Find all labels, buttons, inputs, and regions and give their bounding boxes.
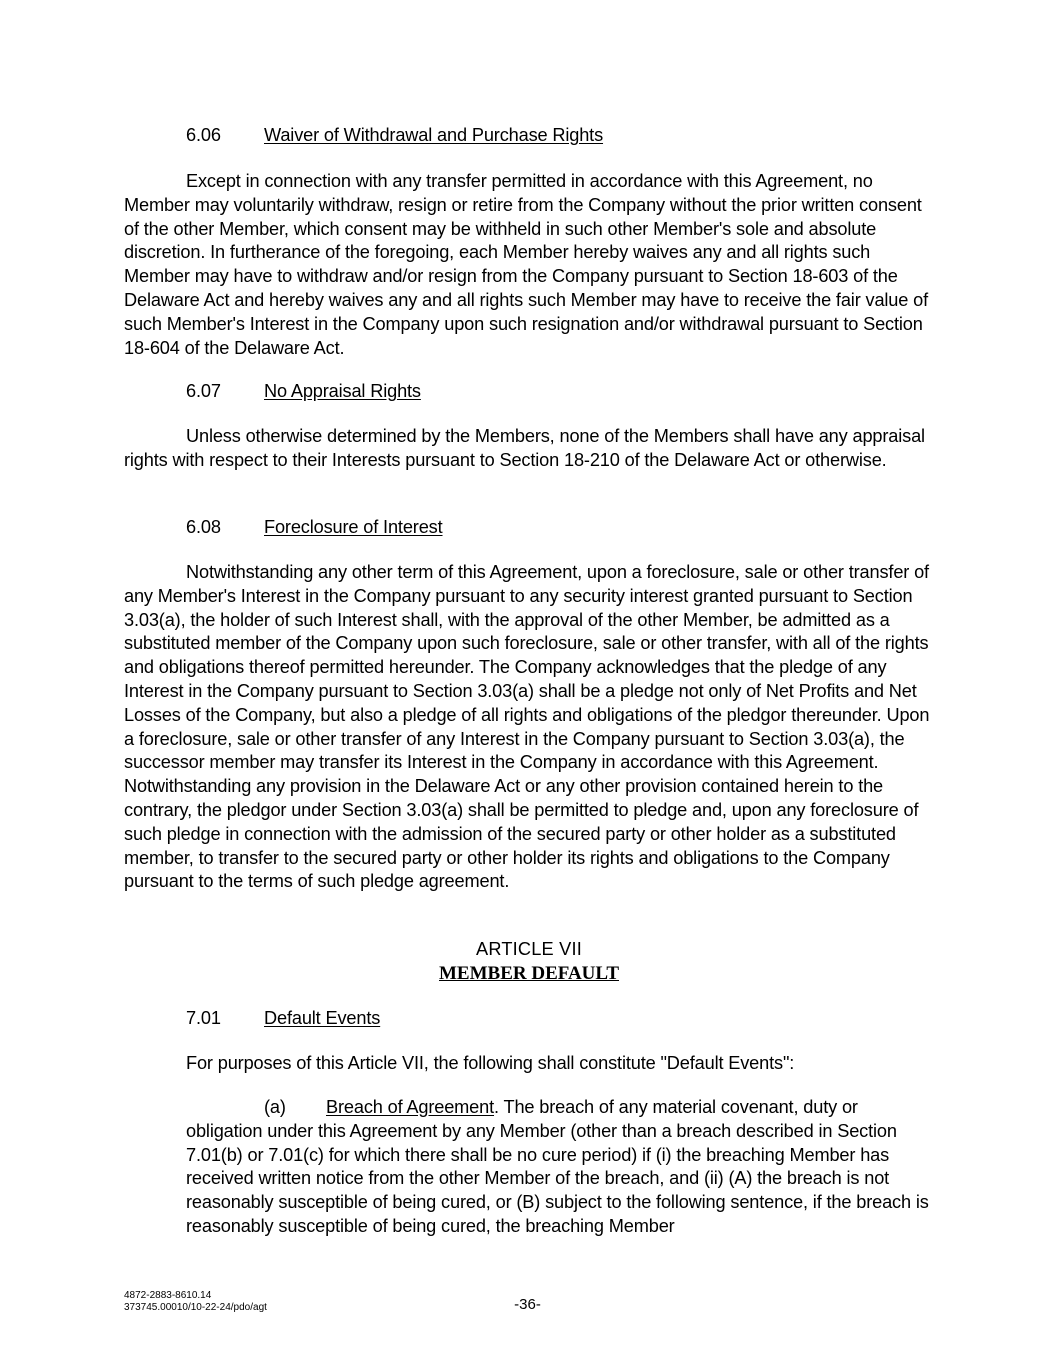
article-title: ARTICLE VII [476,939,582,959]
section-6-08-body: Notwithstanding any other term of this Agreement, upon a foreclosure, sale or other transfer of any Member's Interest in the Company pursuant to any security interest granted pursuant to Section 3.03(a), the holder of such Interest shall, with the approval of the other Member, be admitted as a substituted member of the Company upon such foreclosure, sale or other transfer, with all of the rights and obligations thereof permitted hereunder. The Company acknowledges that the pledge of any Interest in the Company pursuant to Section 3.03(a) shall be a pledge not only of Net Profits and Net Losses of the Company, but also a pledge of all rights and obligations of the pledgor thereunder. Upon a foreclosure, sale or other transfer of any Interest in the Company pursuant to Section 3.03(a), the successor member may transfer its Interest in the Company in accordance with this Agreement. Notwithstanding any provision in the Delaware Act or any other provision contained herein to the contrary, the pledgor under Section 3.03(a) shall be permitted to pledge and, upon any foreclosure of such pledge in connection with the admission of the secured party or other holder as a substituted member, to transfer to the secured party or other holder its rights and obligations to the Company pursuant to the terms of such pledge agreement. [124,562,930,892]
item-text: . The breach of any material covenant, duty or obligation under this Agreement by any Member (other than a breach described in Section 7.01(b) or 7.01(c) for which there shall be no cure period) if (i) the breaching Member has received written notice from the other Member of the breach, and (ii) (A) the breach is not reasonably susceptible of being cured, or (B) subject to the following sentence, if the breach is reasonably susceptible of being cured, the breaching Member [186,1097,929,1236]
section-7-01-intro: For purposes of this Article VII, the following shall constitute "Default Events": [186,1053,795,1073]
section-6-07-body: Unless otherwise determined by the Members, none of the Members shall have any appraisal rights with respect to their Interests pursuant to Section 18-210 of the Delaware Act or otherwise. [124,426,925,470]
footer-doc-id: 4872-2883-8610.14 [124,1290,212,1301]
section-title: Default Events [264,1008,381,1028]
section-number: 6.08 [186,517,221,537]
footer-matter-id: 373745.00010/10-22-24/pdo/agt [124,1302,267,1313]
article-subtitle: MEMBER DEFAULT [439,963,619,984]
page-number: -36- [514,1296,541,1313]
section-6-06-body: Except in connection with any transfer permitted in accordance with this Agreement, no Member may voluntarily withdraw, resign or retire from the Company without the prior written consent of the other Member, which consent may be withheld in such other Member's sole and absolute discretion. In furtherance of the foregoing, each Member hereby waives any and all rights such Member may have to withdraw and/or resign from the Company pursuant to Section 18-603 of the Delaware Act and hereby waives any and all rights such Member may have to receive the fair value of such Member's Interest in the Company upon such resignation and/or withdrawal pursuant to Section 18-604 of the Delaware Act. [124,171,929,358]
item-caption: Breach of Agreement [326,1097,495,1117]
item-label: (a) [264,1097,286,1117]
section-6-06-heading [186,124,603,148]
section-number: 7.01 [186,1008,221,1028]
section-title: No Appraisal Rights [264,381,421,401]
footer-doc-ids [124,1290,267,1314]
section-number: 6.06 [186,125,221,145]
section-6-08-heading [186,516,443,540]
section-number: 6.07 [186,381,221,401]
section-7-01-heading [186,1007,380,1031]
section-title: Waiver of Withdrawal and Purchase Rights [264,125,604,145]
default-event-a [186,1096,934,1239]
section-title: Foreclosure of Interest [264,517,443,537]
section-6-07-heading [186,380,421,404]
